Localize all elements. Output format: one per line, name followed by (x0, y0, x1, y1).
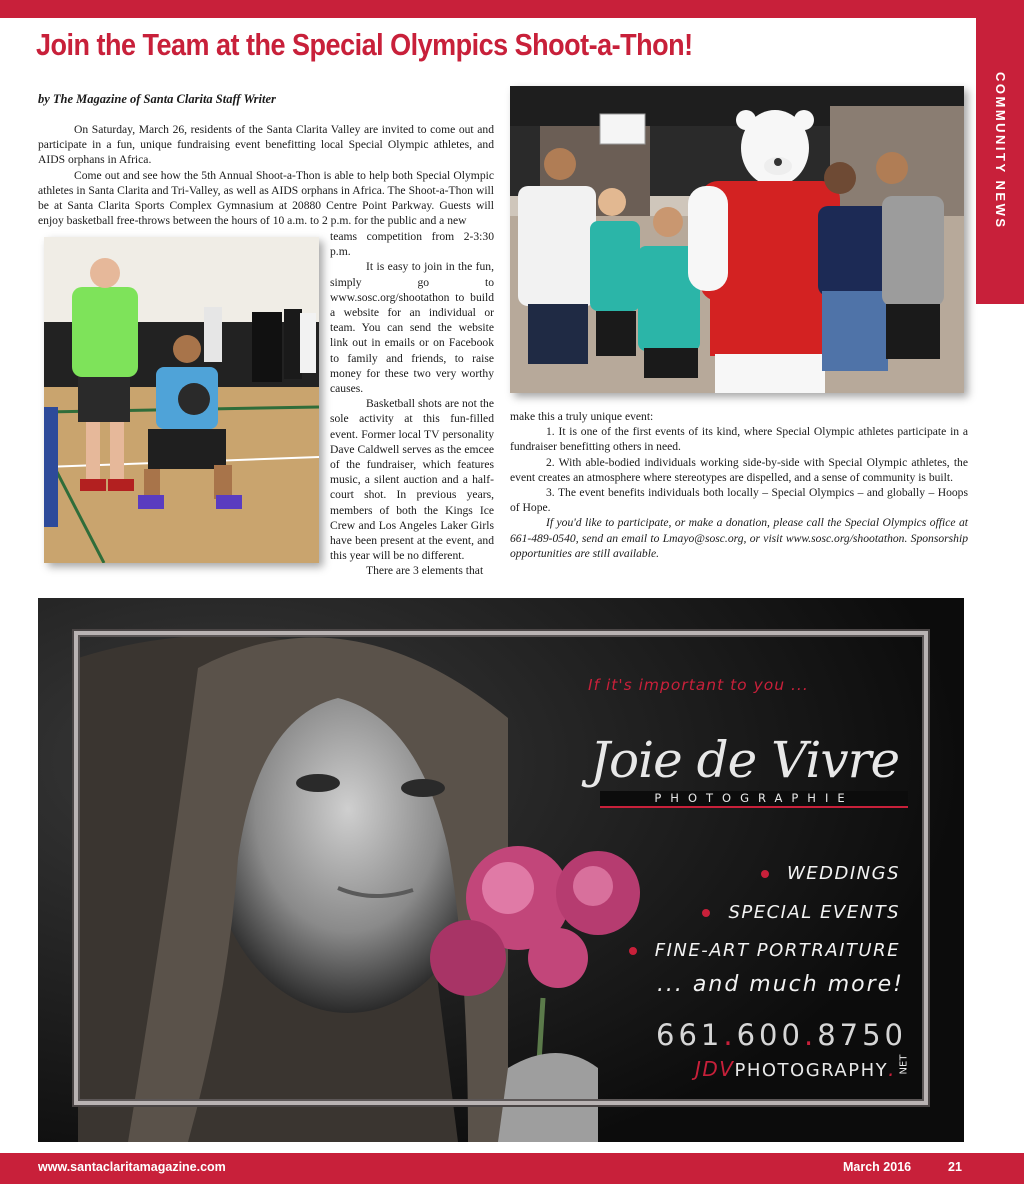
article-paragraph: make this a truly unique event: (510, 410, 654, 423)
page-number: 21 (948, 1160, 962, 1174)
footer-bar (0, 1153, 1024, 1184)
top-red-bar (0, 0, 1024, 18)
ad-tagline: If it's important to you ... (588, 676, 809, 694)
article-paragraph: Basketball shots are not the sole activity at this fun-filled event. Former local TV personality Dave Caldwell serves as the emcee of the fundraiser, which features music, a silent auction and a half-court shot. In previous years, members of both the Kings Ice Crew and Los Angeles Laker Girls have been present at the event, and this year will be no different. (330, 397, 494, 563)
ad-website: JDVPHOTOGRAPHY. NET (695, 1054, 910, 1081)
contact-paragraph: If you'd like to participate, or make a donation, please call the Special Olympics office at 661-489-0540, send an email to Lmayo@sosc.org, or visit www.sosc.org/shootathon. Sponsorship opportunities are still available. (510, 516, 968, 560)
basketball-photo (44, 237, 319, 563)
group-photo (510, 86, 964, 393)
service-special-events: SPECIAL EVENTS (702, 902, 900, 923)
article-paragraph: On Saturday, March 26, residents of the Santa Clarita Valley are invited to come out and participate in a fun, unique fundraising event benefitting local Special Olympic athletes, and AIDS orphans in Africa. (38, 123, 494, 167)
article-column-right (510, 409, 968, 561)
group-photo-illustration (510, 86, 964, 393)
article-column-top (38, 122, 494, 228)
article-paragraph: It is easy to join in the fun, simply go to www.sosc.org/shootathon to build a website for an individual or team. You can send the website link out in emails or on Facebook to family and friends, to raise money for these two very worthy causes. (330, 260, 494, 396)
service-weddings: WEDDINGS (761, 863, 900, 884)
ad-phone-number: 661.600.8750 (656, 1018, 907, 1052)
ad-more-text: ... and much more! (656, 972, 904, 997)
bullet-dot-icon (761, 870, 769, 878)
article-paragraph: There are 3 elements that (366, 564, 484, 578)
section-tab (976, 18, 1024, 304)
list-item: 2. With able-bodied individuals working side-by-side with Special Olympic athletes, the event creates an atmosphere where stereotypes are dispelled, and a sense of community is built. (510, 455, 968, 484)
article-byline: by The Magazine of Santa Clarita Staff Writer (38, 92, 276, 106)
footer-url: www.santaclaritamagazine.com (38, 1160, 226, 1174)
list-item: 1. It is one of the first events of its kind, where Special Olympic athletes participate in a fundraiser benefitting others in need. (510, 425, 968, 454)
basketball-photo-illustration (44, 237, 319, 563)
article-column-narrow (330, 229, 494, 579)
article-paragraph: Come out and see how the 5th Annual Shoot-a-Thon is able to help both Special Olympic athletes in Santa Clarita and Tri-Valley, as well as AIDS orphans in Africa. The Shoot-a-Thon will be at Santa Clarita Sports Complex Gymnasium at 20880 Centre Point Parkway. Guests will enjoy basketball free-throws between the hours of 10 a.m. to 2 p.m. for the public and a new (38, 168, 494, 228)
service-fine-art-portraiture: FINE-ART PORTRAITURE (629, 940, 900, 961)
list-item: 3. The event benefits individuals both locally – Special Olympics – and globally – Hoops of Hope. (510, 486, 968, 515)
bullet-dot-icon (702, 909, 710, 917)
photography-advertisement (38, 598, 964, 1142)
brand-logo-script: Joie de Vivre (590, 731, 900, 789)
footer-issue-date: March 2016 (843, 1160, 912, 1174)
section-label: COMMUNITY NEWS (993, 72, 1008, 230)
article-title: Join the Team at the Special Olympics Shoot-a-Thon! (36, 28, 693, 62)
brand-logo-subtitle: PHOTOGRAPHIE (600, 791, 908, 808)
bullet-dot-icon (629, 947, 637, 955)
article-paragraph: teams competition from 2-3:30 p.m. (330, 230, 494, 259)
